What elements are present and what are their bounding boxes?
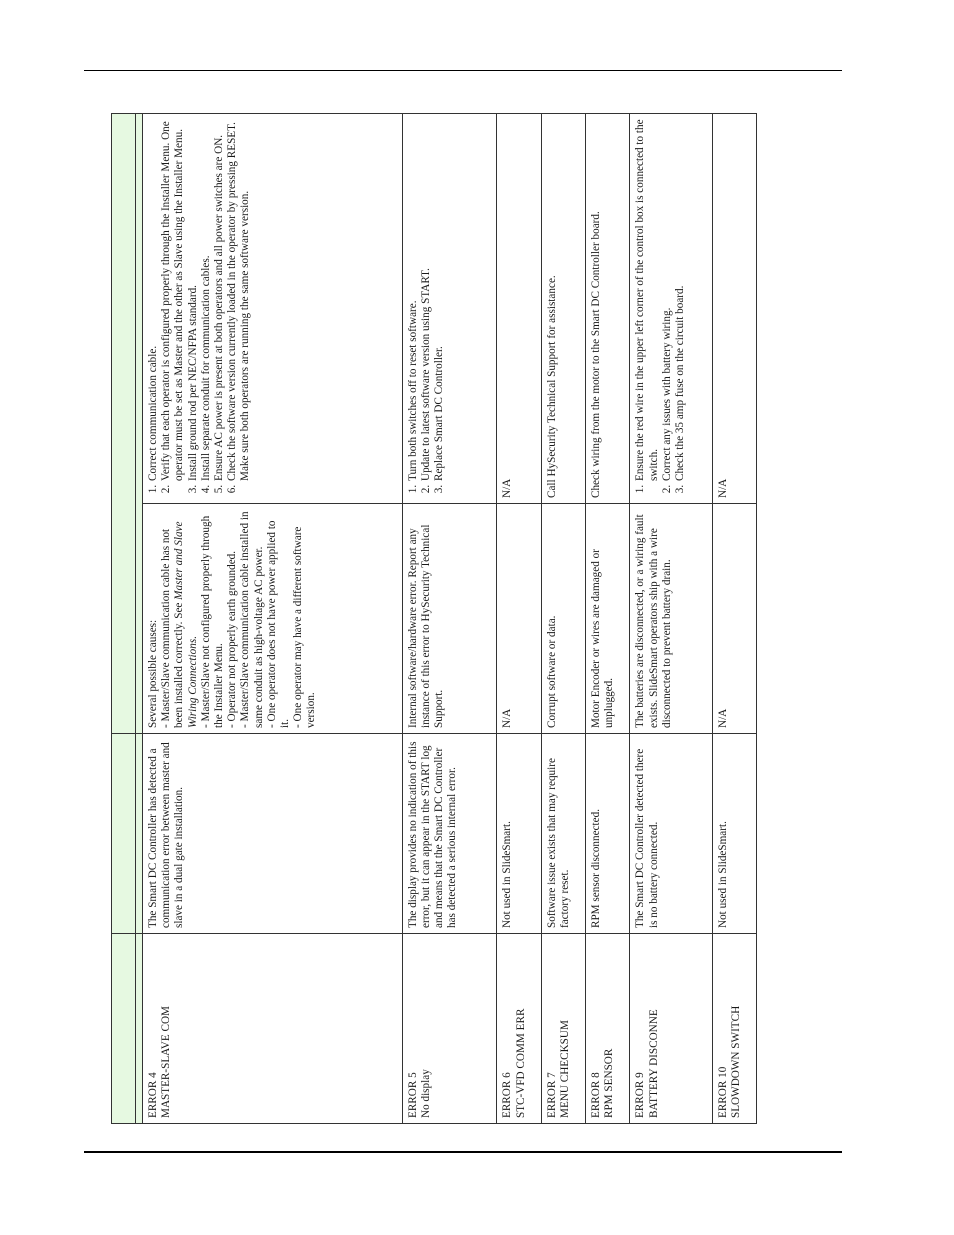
error-display-name: BATTERY DISCONNE <box>647 1009 660 1118</box>
error-display-name: SLOWDOWN SWITCH <box>729 1005 742 1118</box>
error-action: Check wiring from the motor to the Smart DC Controller board. <box>586 114 630 504</box>
table-header-row <box>112 114 136 1124</box>
error-code: ERROR 5 <box>406 1072 419 1118</box>
cause-line: - Master/Slave communication cable has not been installed correctly. See Master and Slave Wiring Connections. <box>160 521 199 728</box>
error-code: ERROR 9 <box>634 1072 647 1118</box>
action-item: 2. Correct any issues with battery wiring. <box>661 119 674 482</box>
error-description: The Smart DC Controller has detected a communication error between master and slave in a dual gate installation. <box>143 734 403 934</box>
action-item: 5. Ensure AC power is present at both operators and all power switches are ON. <box>213 119 226 482</box>
error-code-cell <box>586 934 630 1124</box>
error-code-cell <box>143 934 403 1124</box>
error-display-name: RPM SENSOR <box>603 1048 616 1118</box>
action-item: 1. Correct communication cable. <box>147 119 160 482</box>
error-cause-cell <box>143 504 403 734</box>
action-list <box>407 119 447 498</box>
subheader-cell-cause-action <box>136 114 143 734</box>
cause-line: - One operator does not have power applied to it. <box>265 520 292 728</box>
table-subheader-row <box>136 114 143 1124</box>
error-action: Call HySecurity Technical Support for assistance. <box>541 114 585 504</box>
error-action: N/A <box>497 114 541 504</box>
error-action: N/A <box>712 114 756 504</box>
cause-line: - Master/Slave not configured properly through the Installer Menu. <box>199 515 226 728</box>
header-cell-description <box>112 734 136 934</box>
error-code-cell <box>630 934 712 1124</box>
error-action-cell <box>143 114 403 504</box>
subheader-cell-code <box>136 934 143 1124</box>
error-code: ERROR 8 <box>590 1072 603 1118</box>
error-description: Not used in SlideSmart. <box>497 734 541 934</box>
table-row <box>586 114 630 1124</box>
action-item: 1. Ensure the red wire in the upper left corner of the control box is connected to the switch. <box>634 119 660 482</box>
error-code-cell <box>541 934 585 1124</box>
error-table <box>111 113 757 1124</box>
table-row <box>541 114 585 1124</box>
error-description: Software issue exists that may require factory reset. <box>541 734 585 934</box>
footer-rule <box>84 1151 842 1153</box>
cause-line: - One operator may have a different software version. <box>292 526 318 728</box>
action-item: 1. Turn both switches off to reset software. <box>407 119 420 482</box>
action-list <box>634 119 687 498</box>
error-display-name: STC-VFD COMM ERR <box>514 1008 527 1118</box>
error-display-name: MENU CHECKSUM <box>558 1020 571 1118</box>
error-code-cell <box>402 934 497 1124</box>
error-cause: Internal software/hardware error. Report any instance of this error to HySecurity Technical Support. <box>402 504 497 734</box>
action-item: 3. Replace Smart DC Controller. <box>433 119 446 482</box>
error-action-cell <box>630 114 712 504</box>
table-row <box>497 114 541 1124</box>
header-cell-code <box>112 934 136 1124</box>
cause-line: - Master/Slave communication cable installed in same conduit as high-voltage AC power. <box>239 511 265 728</box>
action-item: 2. Verify that each operator is configured properly through the Installer Menu. One operator must be set as Master and the other as Slave using the Installer Menu. <box>160 119 186 482</box>
subheader-cell-description <box>136 734 143 934</box>
table-row <box>402 114 497 1124</box>
error-code: ERROR 4 <box>147 1072 159 1118</box>
action-item: 3. Check the 35 amp fuse on the circuit board. <box>674 119 687 482</box>
header-cell-cause-action <box>112 114 136 734</box>
table-row <box>630 114 712 1124</box>
cross-reference-link[interactable]: Master and Slave Wiring Connections. <box>173 521 199 728</box>
error-table-rotated <box>111 114 757 1124</box>
error-cause: N/A <box>497 504 541 734</box>
action-item: 2. Update to latest software version using START. <box>420 119 433 482</box>
error-code: ERROR 6 <box>501 1072 514 1118</box>
error-cause: N/A <box>712 504 756 734</box>
error-code: ERROR 10 <box>716 1066 729 1118</box>
action-item: 4. Install separate conduit for communication cables. <box>200 119 213 482</box>
error-description: The display provides no indication of this error, but it can appear in the START log and means that the Smart DC Controller has detected a serious internal error. <box>402 734 497 934</box>
error-display-name: No display <box>419 1069 432 1118</box>
error-action-cell <box>402 114 497 504</box>
cause-line: - Operator not properly earth grounded. <box>226 550 239 728</box>
error-code: ERROR 7 <box>545 1072 558 1118</box>
cause-intro: Several possible causes: <box>147 619 159 728</box>
action-list <box>147 119 253 498</box>
error-description: RPM sensor disconnected. <box>586 734 630 934</box>
error-description: The Smart DC Controller detected there is no battery connected. <box>630 734 712 934</box>
action-item: 6. Check the software version currently loaded in the operator by pressing RESET. Make sure both operators are running the same software version. <box>226 119 252 482</box>
table-row <box>712 114 756 1124</box>
error-cause: Motor Encoder or wires are damaged or unplugged. <box>586 504 630 734</box>
error-description: Not used in SlideSmart. <box>712 734 756 934</box>
error-cause: The batteries are disconnected, or a wiring fault exists. SlideSmart operators ship with a wire disconnected to prevent battery drain. <box>630 504 712 734</box>
action-item: 3. Install ground rod per NEC/NFPA standard. <box>187 119 200 482</box>
table-row <box>143 114 403 1124</box>
header-rule <box>84 70 842 71</box>
error-code-cell <box>712 934 756 1124</box>
error-cause: Corrupt software or data. <box>541 504 585 734</box>
error-display-name: MASTER-SLAVE COM <box>160 1006 173 1118</box>
error-code-cell <box>497 934 541 1124</box>
